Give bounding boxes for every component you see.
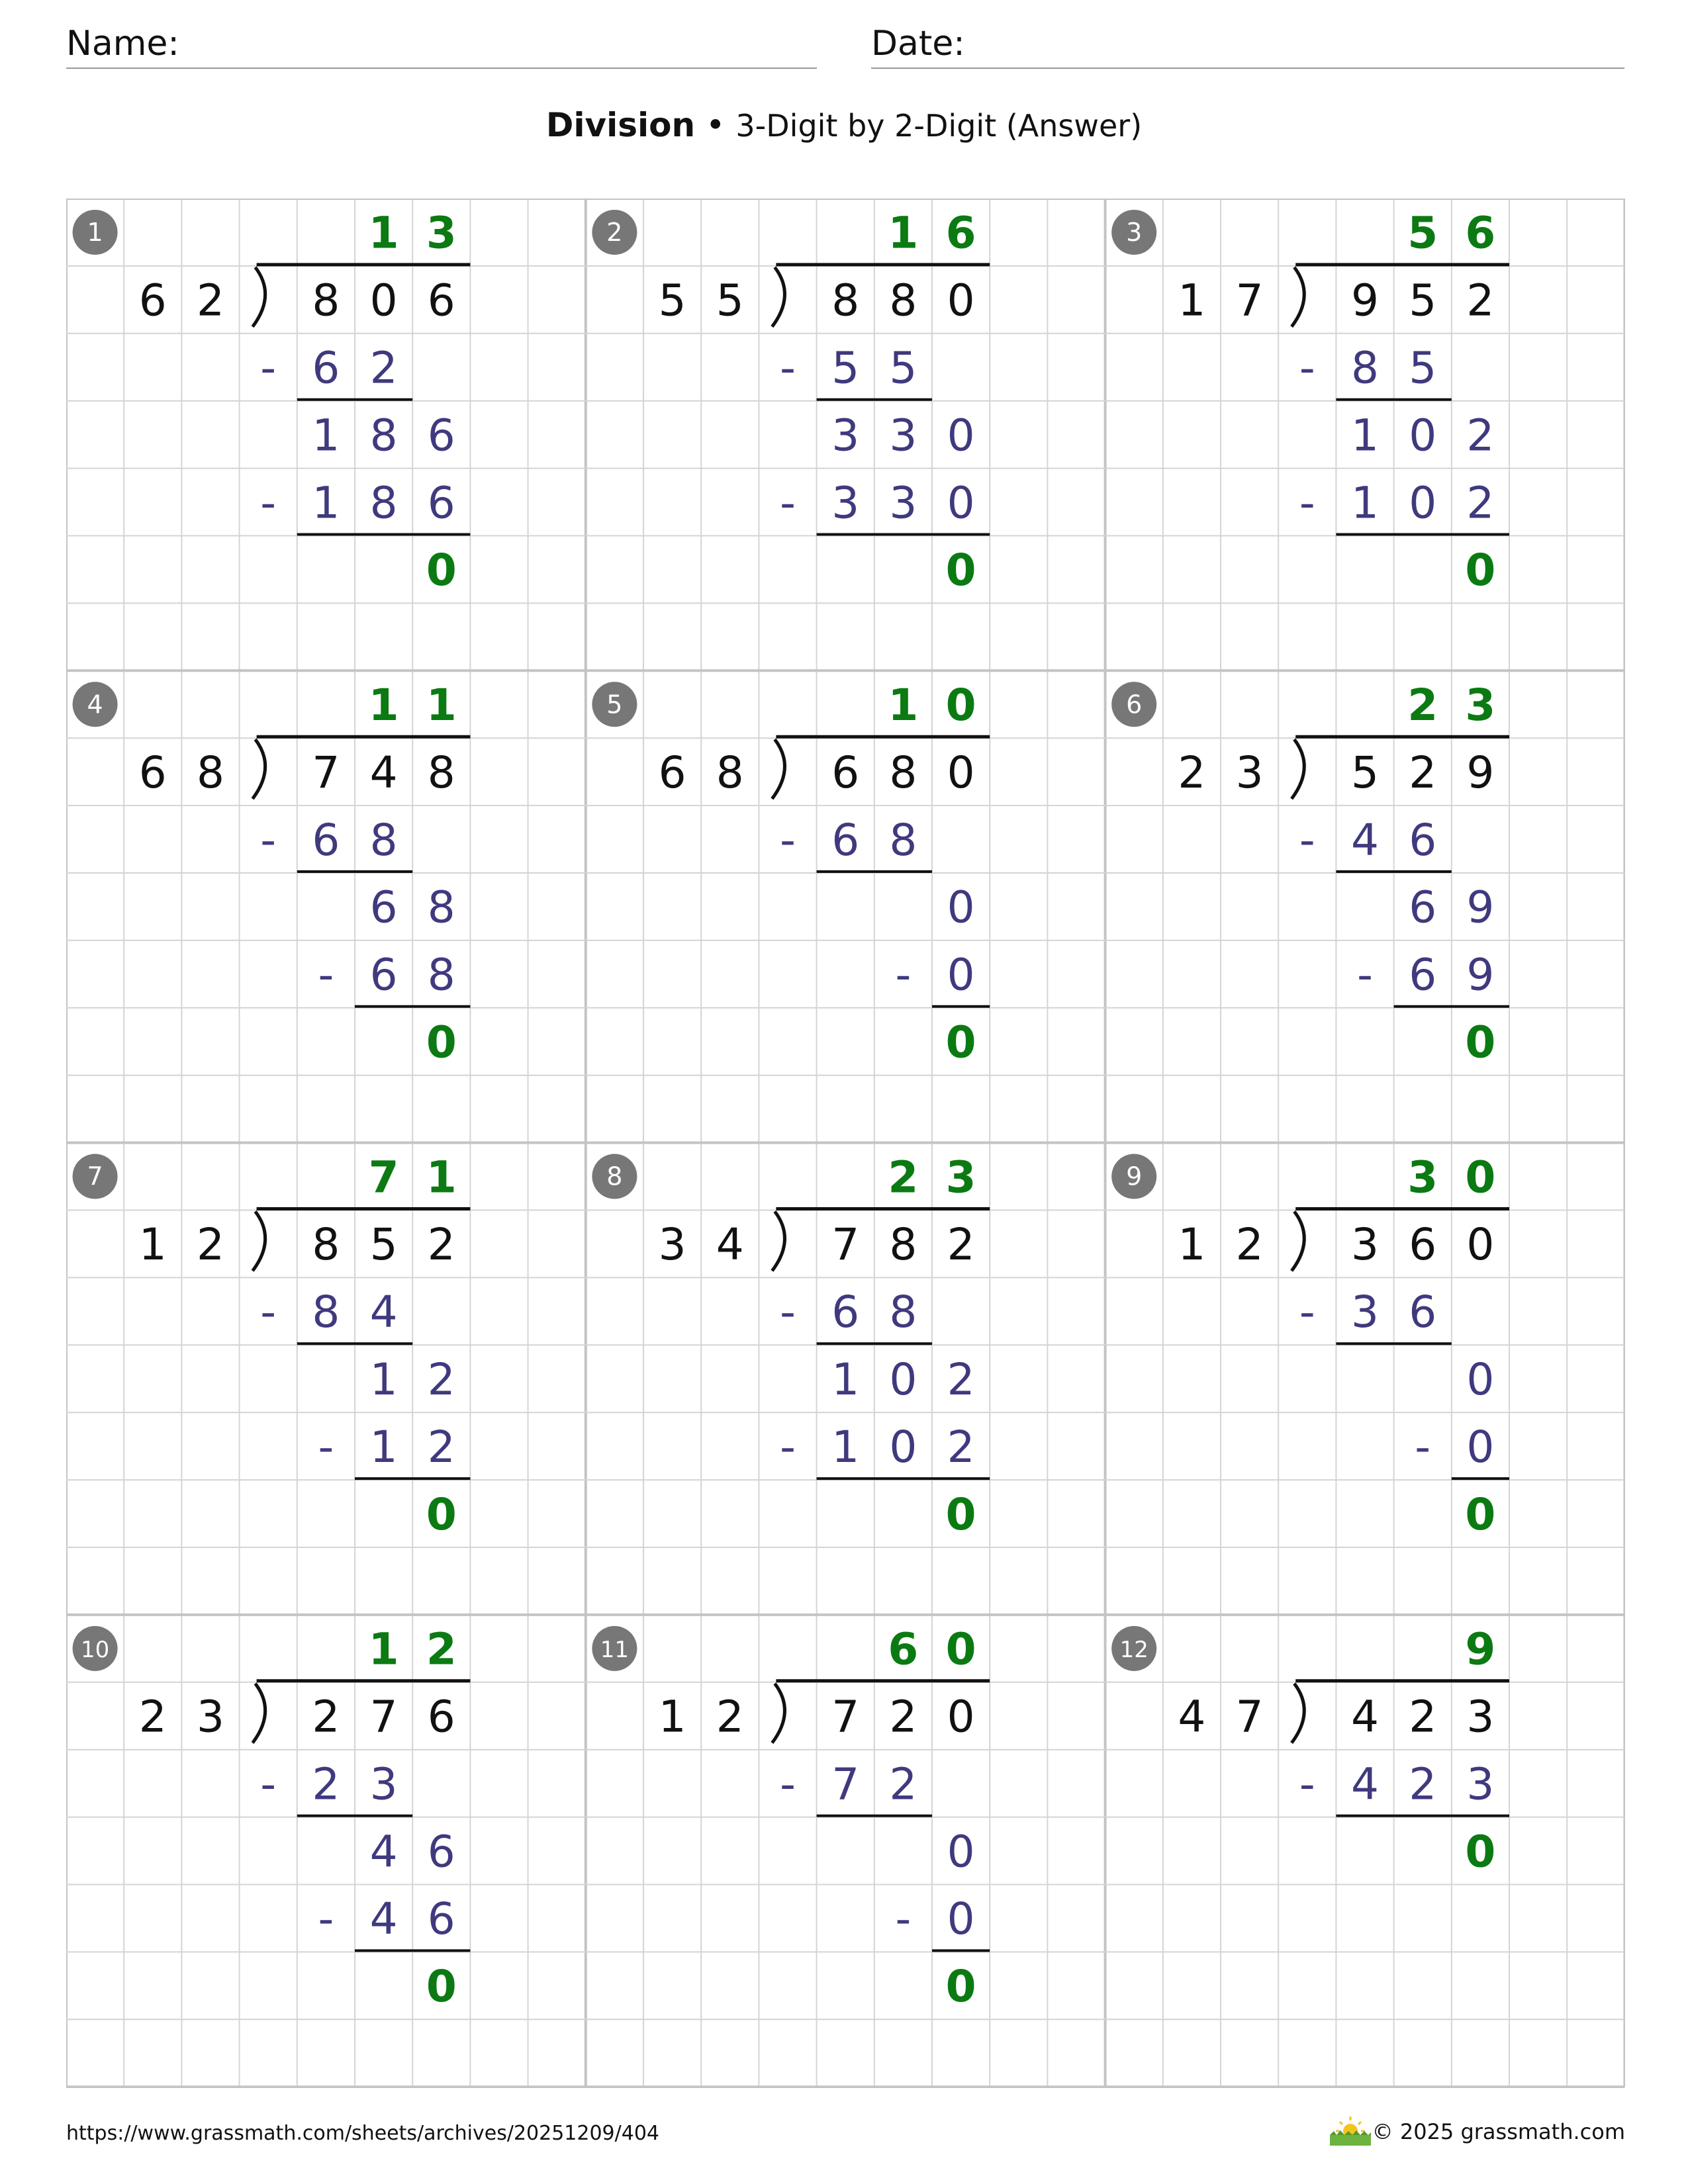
dividend-digit: 8 bbox=[427, 747, 455, 798]
work-digit: 0 bbox=[947, 1826, 975, 1878]
dividend-digit: 4 bbox=[1351, 1691, 1379, 1743]
dividend-digit: 8 bbox=[312, 275, 340, 326]
problem-number: 12 bbox=[1119, 1636, 1149, 1663]
work-digit: 6 bbox=[831, 814, 860, 866]
work-digit: 6 bbox=[312, 342, 340, 394]
minus-sign: - bbox=[260, 814, 277, 866]
work-digit: 0 bbox=[947, 477, 975, 529]
dividend-digit: 9 bbox=[1351, 275, 1379, 326]
work-digit: 1 bbox=[1351, 410, 1379, 461]
problem-number: 3 bbox=[1126, 217, 1143, 247]
divisor-digit: 1 bbox=[1178, 275, 1206, 326]
footer-copyright: © 2025 grassmath.com bbox=[1372, 2119, 1625, 2144]
work-digit: 0 bbox=[889, 1421, 917, 1473]
minus-sign: - bbox=[895, 1893, 912, 1945]
work-digit: 2 bbox=[947, 1354, 975, 1406]
work-digit: 2 bbox=[1466, 477, 1495, 529]
divisor-digit: 2 bbox=[716, 1691, 744, 1743]
work-digit: 3 bbox=[1351, 1287, 1379, 1338]
divisor-digit: 7 bbox=[1235, 1691, 1264, 1743]
work-digit: 6 bbox=[369, 882, 398, 933]
footer-url[interactable]: https://www.grassmath.com/sheets/archives/20251209/404 bbox=[66, 2122, 660, 2145]
work-digit: 1 bbox=[312, 477, 340, 529]
work-digit: 9 bbox=[1466, 949, 1495, 1001]
minus-sign: - bbox=[260, 1287, 277, 1338]
quotient-digit: 2 bbox=[426, 1623, 457, 1675]
title-separator: • bbox=[705, 106, 726, 144]
divisor-digit: 1 bbox=[658, 1691, 686, 1743]
work-digit: 8 bbox=[889, 1287, 917, 1338]
dividend-digit: 2 bbox=[1409, 1691, 1437, 1743]
divisor-digit: 2 bbox=[197, 1219, 224, 1271]
divisor-digit: 1 bbox=[1178, 1219, 1206, 1271]
divisor-digit: 4 bbox=[716, 1219, 744, 1271]
work-digit: 1 bbox=[831, 1421, 860, 1473]
dividend-digit: 6 bbox=[831, 747, 860, 798]
divisor-digit: 3 bbox=[1235, 747, 1264, 798]
problem-number: 6 bbox=[1126, 690, 1143, 719]
work-digit: 4 bbox=[369, 1893, 398, 1945]
divisor-digit: 5 bbox=[658, 275, 686, 326]
quotient-digit: 1 bbox=[368, 207, 399, 259]
dividend-digit: 2 bbox=[889, 1691, 917, 1743]
work-digit: 3 bbox=[831, 477, 860, 529]
work-digit: 4 bbox=[1351, 1758, 1379, 1810]
minus-sign: - bbox=[318, 1421, 334, 1473]
work-digit: 6 bbox=[1409, 882, 1437, 933]
problem-number: 1 bbox=[87, 217, 103, 247]
work-digit: 0 bbox=[1466, 1354, 1495, 1406]
dividend-digit: 7 bbox=[831, 1219, 860, 1271]
work-digit: 2 bbox=[427, 1421, 455, 1473]
dividend-digit: 0 bbox=[947, 275, 975, 326]
work-digit: 9 bbox=[1466, 882, 1495, 933]
minus-sign: - bbox=[780, 814, 796, 866]
division-bracket bbox=[772, 267, 784, 327]
divisor-digit: 6 bbox=[658, 747, 686, 798]
divisor-digit: 8 bbox=[716, 747, 744, 798]
name-line[interactable] bbox=[66, 68, 817, 69]
remainder-digit: 0 bbox=[426, 545, 457, 596]
minus-sign: - bbox=[260, 342, 277, 394]
title-main: Division bbox=[545, 106, 696, 144]
work-digit: 8 bbox=[427, 882, 455, 933]
divisor-digit: 8 bbox=[197, 747, 224, 798]
problem-number: 7 bbox=[87, 1161, 103, 1191]
work-digit: 3 bbox=[889, 477, 917, 529]
divisor-digit: 2 bbox=[197, 275, 224, 326]
dividend-digit: 0 bbox=[947, 1691, 975, 1743]
work-digit: 6 bbox=[427, 1893, 455, 1945]
dividend-digit: 7 bbox=[369, 1691, 398, 1743]
divisor-digit: 2 bbox=[138, 1691, 167, 1743]
work-digit: 4 bbox=[369, 1287, 398, 1338]
work-digit: 6 bbox=[1409, 814, 1437, 866]
work-digit: 4 bbox=[1351, 814, 1379, 866]
divisor-digit: 6 bbox=[138, 747, 167, 798]
dividend-digit: 0 bbox=[1466, 1219, 1495, 1271]
minus-sign: - bbox=[1357, 949, 1373, 1001]
remainder-digit: 0 bbox=[945, 1961, 976, 2013]
divisor-digit: 6 bbox=[138, 275, 167, 326]
work-digit: 0 bbox=[1409, 477, 1437, 529]
dividend-digit: 0 bbox=[369, 275, 398, 326]
quotient-digit: 1 bbox=[368, 680, 399, 731]
minus-sign: - bbox=[1299, 1758, 1315, 1810]
date-label: Date: bbox=[871, 24, 965, 64]
problem-number: 9 bbox=[1126, 1161, 1143, 1191]
minus-sign: - bbox=[780, 1421, 796, 1473]
remainder-digit: 0 bbox=[945, 545, 976, 596]
minus-sign: - bbox=[780, 1287, 796, 1338]
divisor-digit: 3 bbox=[197, 1691, 224, 1743]
quotient-digit: 6 bbox=[888, 1623, 919, 1675]
work-digit: 6 bbox=[1409, 949, 1437, 1001]
work-digit: 1 bbox=[831, 1354, 860, 1406]
remainder-digit: 0 bbox=[426, 1017, 457, 1068]
quotient-digit: 0 bbox=[1465, 1152, 1496, 1203]
work-digit: 5 bbox=[831, 342, 860, 394]
work-digit: 2 bbox=[369, 342, 398, 394]
quotient-digit: 0 bbox=[945, 1623, 976, 1675]
remainder-digit: 0 bbox=[1465, 1017, 1496, 1068]
dividend-digit: 8 bbox=[831, 275, 860, 326]
work-digit: 8 bbox=[1351, 342, 1379, 394]
minus-sign: - bbox=[1299, 1287, 1315, 1338]
divisor-digit: 2 bbox=[1178, 747, 1206, 798]
work-digit: 6 bbox=[1409, 1287, 1437, 1338]
remainder-digit: 0 bbox=[1465, 1488, 1496, 1540]
work-digit: 1 bbox=[1351, 477, 1379, 529]
quotient-digit: 2 bbox=[1407, 680, 1438, 731]
dividend-digit: 0 bbox=[947, 747, 975, 798]
remainder-digit: 0 bbox=[1465, 545, 1496, 596]
work-digit: 3 bbox=[889, 410, 917, 461]
work-digit: 2 bbox=[312, 1758, 340, 1810]
problem-number: 11 bbox=[600, 1636, 630, 1663]
work-digit: 0 bbox=[889, 1354, 917, 1406]
dividend-digit: 8 bbox=[312, 1219, 340, 1271]
divisor-digit: 4 bbox=[1178, 1691, 1206, 1743]
work-digit: 5 bbox=[1409, 342, 1437, 394]
divisor-digit: 1 bbox=[138, 1219, 167, 1271]
remainder-digit: 0 bbox=[426, 1961, 457, 2013]
dividend-digit: 2 bbox=[1466, 275, 1495, 326]
minus-sign: - bbox=[895, 949, 912, 1001]
division-bracket bbox=[1291, 1684, 1304, 1743]
dividend-digit: 4 bbox=[369, 747, 398, 798]
work-digit: 1 bbox=[312, 410, 340, 461]
work-digit: 0 bbox=[1409, 410, 1437, 461]
work-digit: 6 bbox=[312, 814, 340, 866]
work-digit: 2 bbox=[889, 1758, 917, 1810]
work-digit: 8 bbox=[369, 410, 398, 461]
work-digit: 6 bbox=[369, 949, 398, 1001]
division-bracket bbox=[772, 1684, 784, 1743]
minus-sign: - bbox=[1299, 477, 1315, 529]
work-digit: 5 bbox=[889, 342, 917, 394]
work-digit: 8 bbox=[369, 477, 398, 529]
work-digit: 0 bbox=[947, 882, 975, 933]
quotient-digit: 3 bbox=[426, 207, 457, 259]
divisor-digit: 5 bbox=[716, 275, 744, 326]
minus-sign: - bbox=[780, 477, 796, 529]
minus-sign: - bbox=[260, 1758, 277, 1810]
dividend-digit: 2 bbox=[1409, 747, 1437, 798]
remainder-digit: 0 bbox=[426, 1488, 457, 1540]
worksheet-grid bbox=[66, 199, 1625, 2088]
minus-sign: - bbox=[1299, 342, 1315, 394]
work-digit: 6 bbox=[427, 477, 455, 529]
work-digit: 6 bbox=[427, 410, 455, 461]
dividend-digit: 5 bbox=[369, 1219, 398, 1271]
quotient-digit: 1 bbox=[426, 1152, 457, 1203]
grassmath-sun-logo-icon bbox=[1327, 2111, 1374, 2147]
quotient-digit: 5 bbox=[1407, 207, 1438, 259]
work-digit: 2 bbox=[1466, 410, 1495, 461]
dividend-digit: 5 bbox=[1409, 275, 1437, 326]
work-digit: 3 bbox=[369, 1758, 398, 1810]
work-digit: 2 bbox=[427, 1354, 455, 1406]
quotient-digit: 3 bbox=[1465, 680, 1496, 731]
dividend-digit: 7 bbox=[312, 747, 340, 798]
title-subtitle: 3-Digit by 2-Digit (Answer) bbox=[735, 108, 1143, 144]
division-bracket bbox=[253, 1684, 265, 1743]
problem-number: 8 bbox=[606, 1161, 623, 1191]
divisor-digit: 3 bbox=[658, 1219, 686, 1271]
dividend-digit: 3 bbox=[1351, 1219, 1379, 1271]
dividend-digit: 8 bbox=[889, 275, 917, 326]
division-bracket bbox=[1291, 739, 1304, 799]
worksheet-svg bbox=[66, 199, 1625, 2088]
quotient-digit: 3 bbox=[945, 1152, 976, 1203]
work-digit: 3 bbox=[1466, 1758, 1495, 1810]
division-bracket bbox=[772, 739, 784, 799]
dividend-digit: 6 bbox=[427, 1691, 455, 1743]
work-digit: 4 bbox=[369, 1826, 398, 1878]
minus-sign: - bbox=[1299, 814, 1315, 866]
work-digit: 0 bbox=[947, 410, 975, 461]
quotient-digit: 7 bbox=[368, 1152, 399, 1203]
work-digit: 1 bbox=[369, 1421, 398, 1473]
remainder-digit: 0 bbox=[1465, 1826, 1496, 1878]
dividend-digit: 7 bbox=[831, 1691, 860, 1743]
quotient-digit: 9 bbox=[1465, 1623, 1496, 1675]
division-bracket bbox=[772, 1212, 784, 1271]
quotient-digit: 6 bbox=[945, 207, 976, 259]
minus-sign: - bbox=[260, 477, 277, 529]
date-line[interactable] bbox=[871, 68, 1624, 69]
dividend-digit: 8 bbox=[889, 747, 917, 798]
quotient-digit: 1 bbox=[368, 1623, 399, 1675]
problem-number: 4 bbox=[87, 690, 103, 719]
problem-number: 10 bbox=[80, 1636, 110, 1663]
quotient-digit: 1 bbox=[888, 207, 919, 259]
problem-number: 2 bbox=[606, 217, 623, 247]
dividend-digit: 3 bbox=[1466, 1691, 1495, 1743]
work-digit: 1 bbox=[369, 1354, 398, 1406]
work-digit: 6 bbox=[831, 1287, 860, 1338]
work-digit: 0 bbox=[1466, 1421, 1495, 1473]
minus-sign: - bbox=[318, 1893, 334, 1945]
quotient-digit: 0 bbox=[945, 680, 976, 731]
minus-sign: - bbox=[780, 1758, 796, 1810]
problem-number: 5 bbox=[606, 690, 623, 719]
dividend-digit: 8 bbox=[889, 1219, 917, 1271]
minus-sign: - bbox=[1415, 1421, 1431, 1473]
work-digit: 8 bbox=[889, 814, 917, 866]
quotient-digit: 2 bbox=[888, 1152, 919, 1203]
work-digit: 2 bbox=[1409, 1758, 1437, 1810]
work-digit: 8 bbox=[369, 814, 398, 866]
remainder-digit: 0 bbox=[945, 1017, 976, 1068]
dividend-digit: 9 bbox=[1466, 747, 1495, 798]
work-digit: 0 bbox=[947, 949, 975, 1001]
divisor-digit: 2 bbox=[1235, 1219, 1264, 1271]
quotient-digit: 6 bbox=[1465, 207, 1496, 259]
dividend-digit: 2 bbox=[312, 1691, 340, 1743]
dividend-digit: 2 bbox=[427, 1219, 455, 1271]
division-bracket bbox=[1291, 267, 1304, 327]
minus-sign: - bbox=[780, 342, 796, 394]
work-digit: 6 bbox=[427, 1826, 455, 1878]
division-bracket bbox=[1291, 1212, 1304, 1271]
work-digit: 8 bbox=[312, 1287, 340, 1338]
name-label: Name: bbox=[66, 24, 179, 64]
work-digit: 8 bbox=[427, 949, 455, 1001]
division-bracket bbox=[253, 739, 265, 799]
dividend-digit: 6 bbox=[427, 275, 455, 326]
work-digit: 3 bbox=[831, 410, 860, 461]
dividend-digit: 2 bbox=[947, 1219, 975, 1271]
work-digit: 2 bbox=[947, 1421, 975, 1473]
quotient-digit: 3 bbox=[1407, 1152, 1438, 1203]
division-bracket bbox=[253, 267, 265, 327]
divisor-digit: 7 bbox=[1235, 275, 1264, 326]
page-title bbox=[0, 106, 1688, 144]
dividend-digit: 5 bbox=[1351, 747, 1379, 798]
remainder-digit: 0 bbox=[945, 1488, 976, 1540]
dividend-digit: 6 bbox=[1409, 1219, 1437, 1271]
work-digit: 0 bbox=[947, 1893, 975, 1945]
minus-sign: - bbox=[318, 949, 334, 1001]
quotient-digit: 1 bbox=[426, 680, 457, 731]
quotient-digit: 1 bbox=[888, 680, 919, 731]
division-bracket bbox=[253, 1212, 265, 1271]
work-digit: 7 bbox=[831, 1758, 860, 1810]
